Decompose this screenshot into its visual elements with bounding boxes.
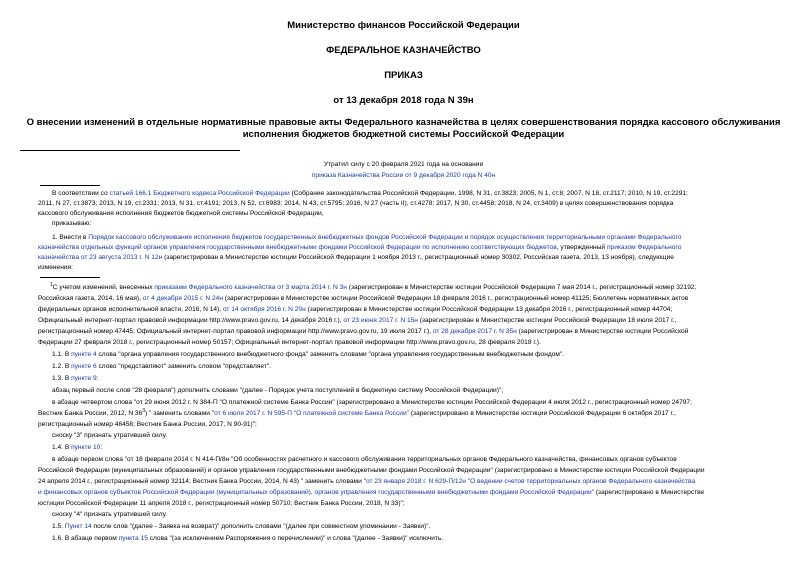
paragraph-line: Российской Федерации (муниципальных образований) и органов управления государственными внебюджетными фондами Российской Федерации" (зарегистрировано в Министерстве юстиции Российской Федерации xyxy=(38,467,705,474)
regulation-629p-link[interactable]: от 23 января 2018 г. N 629-П/12н "О ведении счетов территориальных органов Федерального казначейства xyxy=(365,478,696,485)
paragraph-line: сноску "4" признать утратившей силу. xyxy=(52,511,168,518)
footnote-line: федеральных органов исполнительной власти, 2016, N 14), от 14 октября 2016 г. N 20н (зарегистрирован в Министерстве юстиции Российской Федерации 13 декабря 2016 г., регистрационный номер 44704; xyxy=(38,306,673,313)
clause-14-link[interactable]: Пункт 14 xyxy=(64,523,92,530)
order-12n-link[interactable]: казначейства от 23 августа 2013 г. N 12н xyxy=(38,254,163,261)
footnote-marker: 1 xyxy=(50,282,53,288)
item-1-4: 1.4. В пункте 10: xyxy=(52,444,103,451)
paragraph-line: регистрационный номер 48458; Вестник Банка России, 2017, N 90-91)"; xyxy=(38,421,257,428)
paragraph-line: в абзаце четвертом слова "от 29 июня 2012 г. N 384-П "О платежной системе Банка России" (зарегистрировано в Министерстве юстиции Российской Федерации 4 июля 2012 г., регистрационный номер 24797; xyxy=(52,399,692,406)
amendment-link[interactable]: от 4 декабря 2015 г. N 24н xyxy=(142,295,223,302)
paragraph-line: приказываю: xyxy=(52,220,92,227)
footnote-line: Федерации 27 февраля 2018 г., регистрационный номер 50157; Официальный интернет-портал правовой информации http://www.pravo.gov.ru, 28 февраля 2018 г.). xyxy=(38,339,541,346)
paragraph-line: 24 апреля 2014 г., регистрационный номер 32114; Вестник Банка России, 2014, N 43) " заменить словами "от 23 января 2018 г. N 629-П/12н "О ведении счетов территориальных органов Федерального казначейства xyxy=(38,478,696,485)
doc-type-heading: ПРИКАЗ xyxy=(384,70,423,81)
paragraph-line: казначейства отдельных функций органов управления государственными внебюджетными фондами Российской Федерации по исполнению соответствующих бюджетов, утвержденный приказом Федерального xyxy=(38,244,682,251)
clause-9-link[interactable]: пункте 9 xyxy=(71,375,97,382)
budget-code-link[interactable]: статьей 166.1 Бюджетного кодекса Российской Федерации xyxy=(109,190,290,197)
paragraph-line: и финансовых органов субъектов Российской Федерации (муниципальных образований), органов управления государственными внебюджетными фондами Российской Федерации" (зарегистрировано в Министерстве xyxy=(38,489,705,496)
footnote-line: регистрационный номер 47445; Официальный интернет-портал правовой информации http://www.pravo.gov.ru, 19 июля 2017 г.), от 28 декабря 2017 г. N 35н (зарегистрирован в Министерстве юстиции Российской xyxy=(38,328,689,335)
divider xyxy=(20,150,240,151)
item-1-1: 1.1. В пункте 4 слова "органа управления государственного внебюджетного фонда" заменить словами "органа управления государственным внебюджетным фондом". xyxy=(52,351,565,358)
clause-10-link[interactable]: пункте 10 xyxy=(71,444,101,451)
clause-15-link[interactable]: пункта 15 xyxy=(118,535,148,542)
item-1-6: 1.6. В абзаце первом пункта 15 слова "(за исключением Распоряжения о перечислении)" и слова "(далее - Заявки)" исключить. xyxy=(52,535,444,542)
footnote-line: Российская газета, 2014, 16 мая), от 4 декабря 2015 г. N 24н (зарегистрирован в Министерстве юстиции Российской Федерации 18 февраля 2016 г., регистрационный номер 41125; Бюллетень нормативных актов xyxy=(38,295,689,302)
divider xyxy=(40,277,100,278)
status-note: Утратил силу с 20 февраля 2021 года на основании xyxy=(323,161,484,168)
paragraph-line: юстиции Российской Федерации 11 апреля 2018 г., регистрационный номер 50710; Вестник Банка России, 2018, N 33)"; xyxy=(38,500,405,507)
title-line: исполнения бюджетов бюджетной системы Российской Федерации xyxy=(242,129,565,140)
ministry-heading: Министерство финансов Российской Федерации xyxy=(287,20,520,31)
paragraph-line: В соответствии со статьей 166.1 Бюджетного кодекса Российской Федерации (Собрание законодательства Российской Федерации, 1998, N 31, ст.3823; 2005, N 1, ст.8; 2007, N 18, ст.2117; 2010, N 19, ст.2291; xyxy=(52,190,688,197)
repeal-order-link[interactable]: приказа Казначейства России от 9 декабря 2020 года N 40н xyxy=(311,172,496,179)
paragraph-line: казначейства от 23 августа 2013 г. N 12н (зарегистрирован в Министерстве юстиции Российской Федерации 1 ноября 2013 г., регистрационный номер 30302, Российская газета, 2013, 13 ноября), следующие xyxy=(38,254,674,261)
paragraph-line: кассового обслуживания исполнения бюджетов бюджетной системы Российской Федерации, xyxy=(38,210,324,217)
footnote-line: Официальный интернет-портал правовой информации http://www.pravo.gov.ru, 14 декабря 2016 г.), от 23 июня 2017 г. N 15н (зарегистрирован в Министерстве юстиции Российской Федерации 18 июля 2017 г., xyxy=(38,317,677,324)
amendment-link[interactable]: от 23 июня 2017 г. N 15н xyxy=(343,317,418,324)
clause-4-link[interactable]: пункте 4 xyxy=(71,351,97,358)
regulation-629p-link[interactable]: и финансовых органов субъектов Российской Федерации (муниципальных образований), органов управления государственными внебюджетными фондами Российской Федерации" xyxy=(38,489,595,496)
item-1-3: 1.3. В пункте 9: xyxy=(52,375,99,382)
footnote-marker: 3 xyxy=(142,408,146,414)
divider xyxy=(40,185,100,186)
item-1-2: 1.2. В пункте 6 слово "представляют" заменить словом "представляет". xyxy=(52,363,272,370)
paragraph-line: изменения: xyxy=(38,264,73,271)
paragraph-line: сноску "3" признать утратившей силу. xyxy=(52,432,168,439)
amendment-link[interactable]: от 28 декабря 2017 г. N 35н xyxy=(432,328,517,335)
clause-6-link[interactable]: пункте 6 xyxy=(71,363,97,370)
regulation-595p-link[interactable]: от 6 июля 2017 г. N 595-П "О платежной системе Банка России" xyxy=(214,410,410,417)
procedure-link[interactable]: Порядок кассового обслуживания исполнения бюджетов государственных внебюджетных фондов Российской Федерации и порядок осуществления территориальными органами Федерального xyxy=(88,234,682,241)
paragraph-line: в абзаце первом слова "от 18 февраля 2014 г. N 414-П/8н "Об особенностях расчетного и кассового обслуживания территориальных органов Федерального казначейства, финансовых органов субъектов xyxy=(52,456,677,463)
amendment-link[interactable]: приказами Федерального казначейства от 3 марта 2014 г. N 3н xyxy=(154,284,347,291)
paragraph-line: 1. Внести в Порядок кассового обслуживания исполнения бюджетов государственных внебюджетных фондов Российской Федерации и порядок осуществления территориальными органами Федерального xyxy=(52,234,682,241)
paragraph-line: 2011, N 27, ст.3873; 2013, N 19, ст.2331; 2013, N 31, ст.4191; 2013, N 52, ст.6983; 2014, N 43, ст.5795; 2016, N 27 (часть II), ст.4278; 2017, N 30, ст.4458; 2018, N 24, ст.3409) в целях совершенствования порядка xyxy=(38,200,674,207)
order-12n-link[interactable]: приказом Федерального xyxy=(606,244,682,251)
agency-heading: ФЕДЕРАЛЬНОЕ КАЗНАЧЕЙСТВО xyxy=(326,45,481,56)
amendment-link[interactable]: от 14 октября 2016 г. N 20н xyxy=(222,306,306,313)
footnote-line: $^1$С учетом изменений, внесенных приказами Федерального казначейства от 3 марта 2014 г. N 3н (зарегистрирован в Министерстве юстиции Российской Федерации 7 мая 2014 г., регистрационный номер 32192; xyxy=(50,282,697,291)
paragraph-line: абзац первый после слов "28 февраля") дополнить словами "(далее - Порядок учета поступлений в бюджетную систему Российской Федерации)"; xyxy=(52,387,504,394)
title-line: О внесении изменений в отдельные нормативные правовые акты Федерального казначейства в целях совершенствования порядка кассового обслуживания xyxy=(26,117,781,128)
status-link-row xyxy=(0,171,807,181)
doc-date-heading: от 13 декабря 2018 года N 39н xyxy=(333,95,474,106)
item-1-5: 1.5. Пункт 14 после слов "(далее - Заявка на возврат)" дополнить словами "(далее при совместном упоминании - Заявки)". xyxy=(52,523,431,530)
procedure-link[interactable]: казначейства отдельных функций органов управления государственными внебюджетными фондами Российской Федерации по исполнению соответствующих бюджетов xyxy=(38,244,557,251)
paragraph-line: Вестник Банка России, 2012, N $36^3$) " заменить словами "от 6 июля 2017 г. N 595-П "О платежной системе Банка России" (зарегистрировано в Министерстве юстиции Российской Федерации 6 октября 2017 г., xyxy=(38,408,676,417)
document-title xyxy=(20,117,787,141)
